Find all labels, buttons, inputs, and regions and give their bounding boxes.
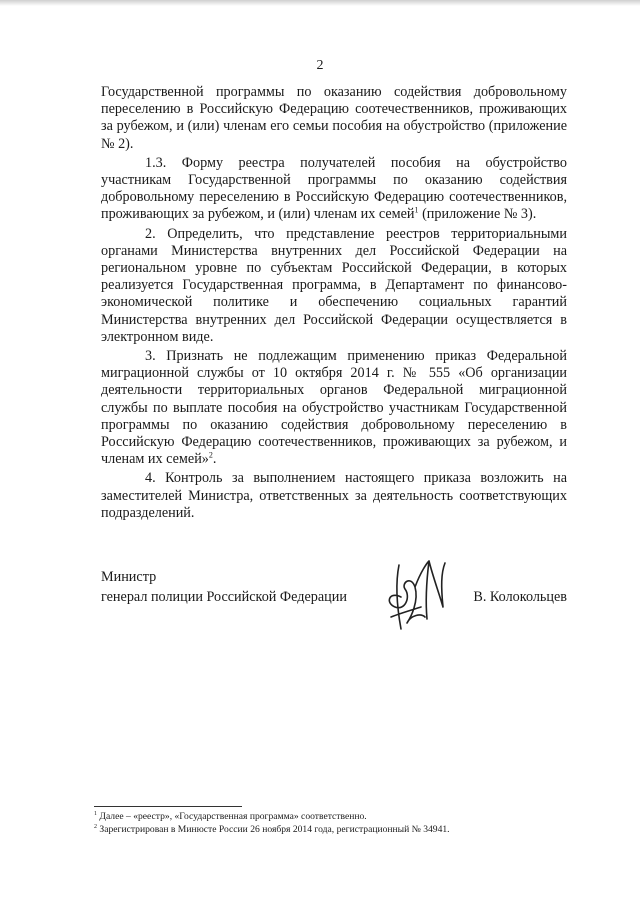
footnote-mark: 2 [94,823,97,830]
signature-block [101,567,567,647]
paragraph-continuation [101,84,567,153]
footnote-text: Зарегистрирован в Минюсте России 26 ноября 2014 года, регистрационный № 34941. [99,823,450,835]
page-number: 2 [316,58,324,73]
paragraph-text: 1.3. Форму реестра получателей пособия на обустройство участникам Государственной программы по оказанию содействия добровольному переселению в Российскую Федерацию соотечественников, проживающих за рубежом, и (или) членам их семей [101,154,567,223]
signer-name: В. Колокольцев [473,589,567,605]
paragraph-text: 4. Контроль за выполнением настоящего приказа возложить на заместителей Министра, ответственных за деятельность соответствующих подразделений. [101,470,567,521]
paragraph-4 [101,470,567,522]
paragraph-text: 2. Определить, что представление реестров территориальными органами Министерства внутренних дел Российской Федерации на региональном уровне по субъектам Российской Федерации, в которых реализуется Государственная программа, в Департамент по финансово-экономической политике и обеспечению социальных гарантий Министерства внутренних дел Российской Федерации осуществляется в электронном виде. [101,225,567,345]
paragraph-3 [101,348,567,468]
paragraph-text: Государственной программы по оказанию содействия добровольному переселению в Российскую Федерацию соотечественников, проживающих за рубежом, и (или) членам его семьи пособия на обустройство (приложение № 2). [101,84,567,152]
paragraph-tail: . [212,451,217,468]
footnote-divider [94,806,242,807]
footnote-ref-1: 1 [414,205,419,215]
paragraph-1-3 [101,155,567,224]
footnote-text: Далее – «реестр», «Государственная программа» соответственно. [99,811,367,822]
document-body [101,84,567,524]
footnote-mark: 1 [94,810,97,817]
signer-rank: генерал полиции Российской Федерации [101,589,347,605]
footnote-1 [94,811,564,824]
footnote-2 [94,824,564,837]
footnotes [94,811,564,836]
paragraph-2 [101,226,567,346]
footnote-ref-2: 2 [208,450,213,460]
handwritten-signature [381,557,451,637]
paragraph-tail: (приложение № 3). [418,206,537,223]
paragraph-text: 3. Признать не подлежащим применению приказ Федеральной миграционной службы от 10 октября 2014 г. № 555 «Об организации деятельности территориальных органов Федеральной миграционной службы по выплате пособия на обустройство участникам Государственной программы по оказанию содействия добровольному переселению в Российскую Федерацию соотечественников, проживающих за рубежом, и членам их семей» [101,348,567,468]
scan-edge [0,0,640,6]
signer-title: Министр [101,569,157,585]
